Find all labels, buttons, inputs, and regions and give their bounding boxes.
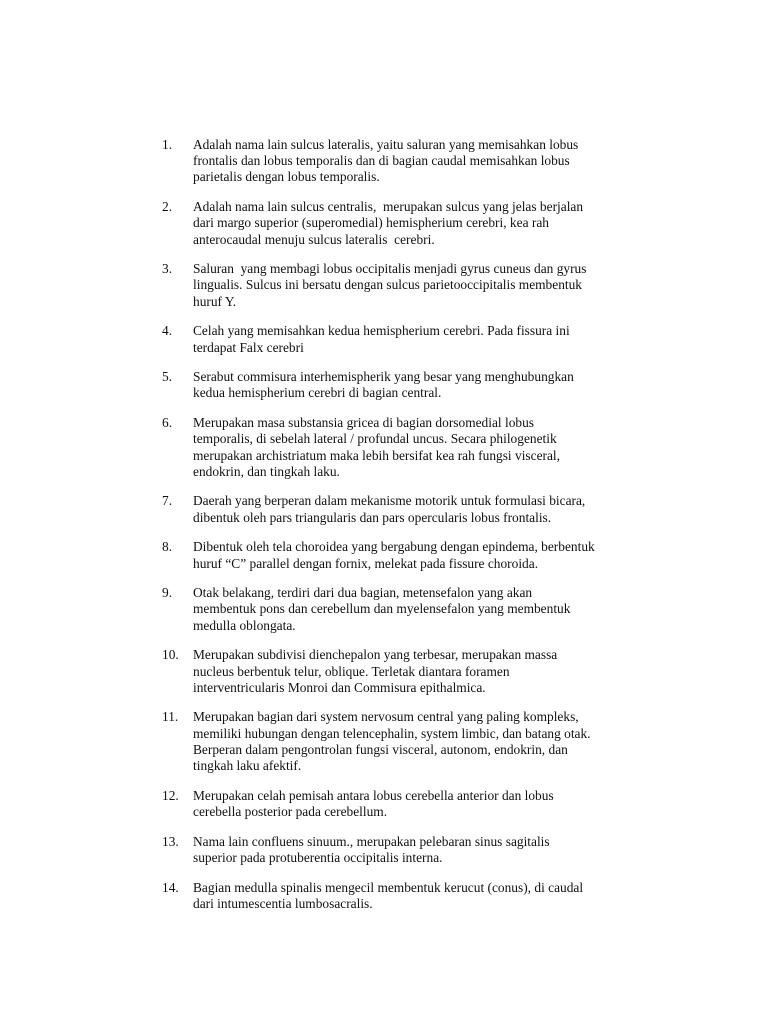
question-number: 4. — [162, 323, 173, 339]
question-text — [193, 493, 662, 525]
question-text-line: Merupakan celah pemisah antara lobus cerebella anterior dan lobus — [193, 787, 554, 803]
question-text — [193, 415, 662, 480]
question-text-line: superior pada protuberentia occipitalis interna. — [193, 849, 443, 865]
question-item — [162, 261, 662, 310]
question-text — [193, 709, 662, 774]
question-item — [162, 137, 662, 186]
question-text — [193, 647, 662, 696]
question-number: 5. — [162, 369, 173, 385]
question-item — [162, 834, 662, 866]
question-text-line: Saluran yang membagi lobus occipitalis menjadi gyrus cuneus dan gyrus — [193, 261, 587, 277]
question-text-line: interventricularis Monroi dan Commisura epithalmica. — [193, 679, 486, 695]
question-number: 3. — [162, 261, 173, 277]
question-text-line: tingkah laku afektif. — [193, 758, 302, 774]
question-number: 2. — [162, 199, 173, 215]
question-text-line: nucleus berbentuk telur, oblique. Terletak diantara foramen — [193, 663, 510, 679]
question-text — [193, 880, 662, 912]
question-number: 1. — [162, 137, 173, 152]
question-text-line: membentuk pons dan cerebellum dan myelensefalon yang membentuk — [193, 601, 571, 617]
question-text-line: Nama lain confluens sinuum., merupakan pelebaran sinus sagitalis — [193, 833, 550, 849]
question-number: 8. — [162, 539, 173, 555]
question-list — [162, 137, 662, 926]
question-number: 6. — [162, 415, 173, 431]
question-text — [193, 585, 662, 634]
question-text — [193, 199, 662, 248]
question-text-line: endokrin, dan tingkah laku. — [193, 463, 340, 479]
question-number: 9. — [162, 585, 173, 601]
question-text-line: terdapat Falx cerebri — [193, 339, 304, 355]
question-number: 12. — [162, 787, 179, 803]
question-text-line: Serabut commisura interhemispherik yang besar yang menghubungkan — [193, 369, 574, 385]
question-text — [193, 323, 662, 355]
question-text-line: huruf “C” parallel dengan fornix, melekat pada fissure choroida. — [193, 555, 539, 571]
question-number: 10. — [162, 647, 179, 663]
question-item — [162, 199, 662, 248]
question-text-line: Berperan dalam pengontrolan fungsi visceral, autonom, endokrin, dan — [193, 741, 568, 757]
question-text-line: lingualis. Sulcus ini bersatu dengan sulcus parietooccipitalis membentuk — [193, 277, 582, 293]
question-text — [193, 137, 662, 186]
question-number: 14. — [162, 879, 179, 895]
question-text-line: Celah yang memisahkan kedua hemispherium cerebri. Pada fissura ini — [193, 323, 570, 339]
question-text-line: Merupakan masa substansia gricea di bagian dorsomedial lobus — [193, 415, 534, 431]
question-text-line: Dibentuk oleh tela choroidea yang bergabung dengan epindema, berbentuk — [193, 539, 595, 555]
question-text-line: dibentuk oleh pars triangularis dan pars opercularis lobus frontalis. — [193, 509, 552, 525]
question-text-line: anterocaudal menuju sulcus lateralis cerebri. — [193, 231, 435, 247]
question-text-line: temporalis, di sebelah lateral / profundal uncus. Secara philogenetik — [193, 431, 557, 447]
question-text-line: memiliki hubungan dengan telencephalin, system limbic, dan batang otak. — [193, 725, 591, 741]
question-text-line: parietalis dengan lobus temporalis. — [193, 169, 380, 185]
question-text — [193, 788, 662, 820]
question-text-line: medulla oblongata. — [193, 617, 296, 633]
question-text-line: Merupakan subdivisi dienchepalon yang terbesar, merupakan massa — [193, 647, 558, 663]
question-text-line: dari margo superior (superomedial) hemispherium cerebri, kea rah — [193, 215, 549, 231]
question-item — [162, 323, 662, 355]
question-item — [162, 585, 662, 634]
question-item — [162, 880, 662, 912]
question-text-line: Merupakan bagian dari system nervosum central yang paling kompleks, — [193, 709, 579, 725]
question-text-line: cerebella posterior pada cerebellum. — [193, 804, 388, 819]
question-number: 7. — [162, 493, 173, 509]
question-text — [193, 261, 662, 310]
question-text-line: Bagian medulla spinalis mengecil membentuk kerucut (conus), di caudal — [193, 879, 584, 895]
question-text-line: Otak belakang, terdiri dari dua bagian, metensefalon yang akan — [193, 585, 533, 601]
question-text-line: Adalah nama lain sulcus lateralis, yaitu saluran yang memisahkan lobus — [193, 137, 579, 152]
question-text — [193, 369, 662, 401]
question-text-line: kedua hemispherium cerebri di bagian central. — [193, 385, 442, 401]
question-text — [193, 834, 662, 866]
question-item — [162, 647, 662, 696]
question-text-line: merupakan archistriatum maka lebih bersifat kea rah fungsi visceral, — [193, 447, 560, 463]
question-text-line: Daerah yang berperan dalam mekanisme motorik untuk formulasi bicara, — [193, 493, 586, 509]
question-text-line: frontalis dan lobus temporalis dan di bagian caudal memisahkan lobus — [193, 153, 570, 169]
question-item — [162, 415, 662, 480]
question-text-line: dari intumescentia lumbosacralis. — [193, 895, 373, 911]
question-text-line: huruf Y. — [193, 293, 237, 309]
question-item — [162, 493, 662, 525]
question-item — [162, 709, 662, 774]
question-item — [162, 788, 662, 820]
question-text — [193, 539, 662, 571]
question-number: 13. — [162, 833, 179, 849]
question-item — [162, 369, 662, 401]
question-number: 11. — [162, 709, 179, 725]
question-text-line: Adalah nama lain sulcus centralis, merupakan sulcus yang jelas berjalan — [193, 199, 584, 215]
question-item — [162, 539, 662, 571]
